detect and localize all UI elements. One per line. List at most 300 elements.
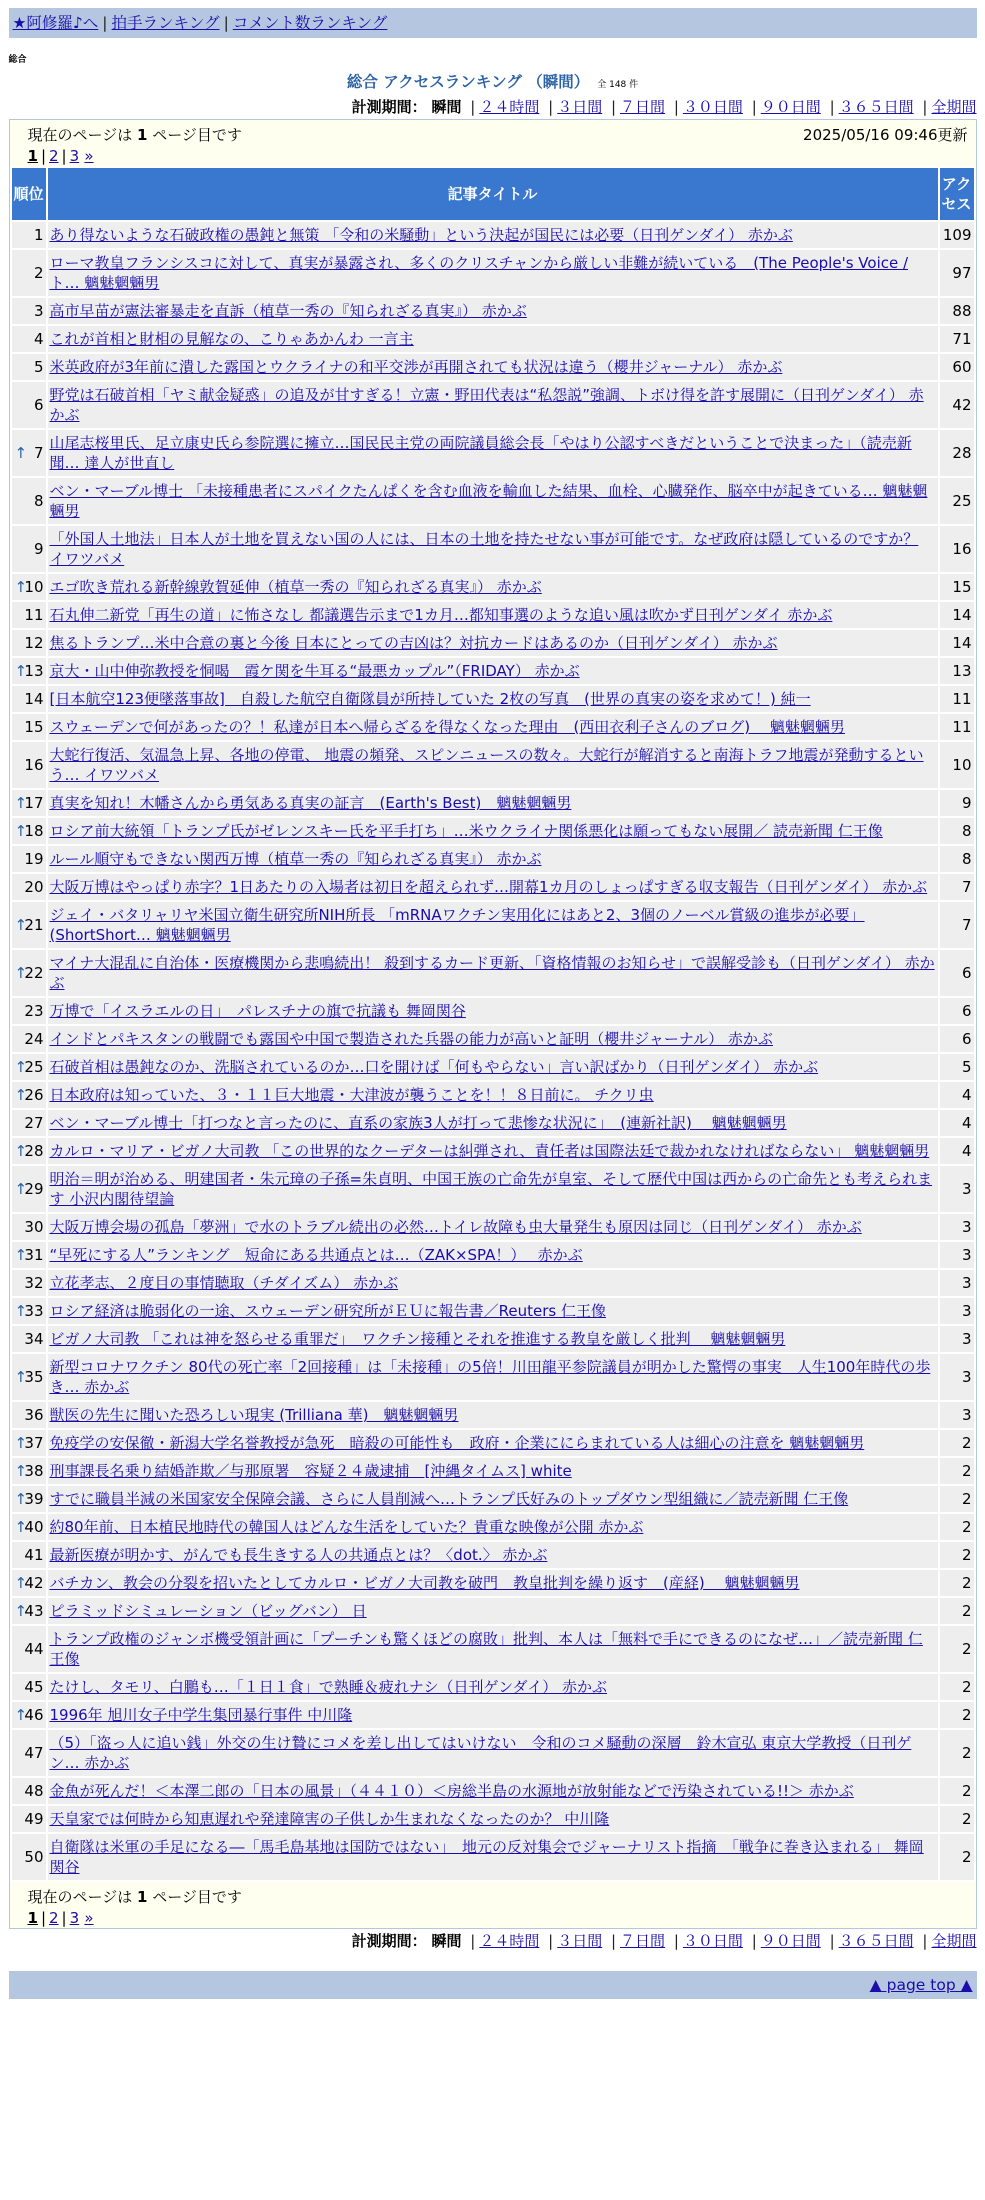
period-link-30d[interactable]: ３０日間 [682, 98, 743, 116]
title-cell [48, 1486, 938, 1512]
rank-cell [12, 1778, 46, 1804]
period-link-90d[interactable]: ９０日間 [760, 98, 821, 116]
rank-cell [12, 250, 46, 296]
table-row [12, 902, 974, 948]
table-row [12, 1542, 974, 1568]
rank-up-arrow-icon: ↑ [14, 1574, 28, 1592]
rank-up-arrow-icon: ↑ [14, 1086, 28, 1104]
table-row [12, 1270, 974, 1296]
title-cell [48, 686, 938, 712]
title-cell [48, 1430, 938, 1456]
table-header-row [12, 168, 974, 220]
access-count: 25 [940, 478, 974, 524]
header-title: 記事タイトル [48, 168, 938, 220]
article-link[interactable]: 高市早苗が憲法審暴走を直訴（植草一秀の『知られざる真実』） 赤かぶ [49, 302, 527, 320]
article-link[interactable]: ルール順守もできない関西万博（植草一秀の『知られざる真実』） 赤かぶ [49, 850, 542, 868]
rank-number: 14 [24, 690, 44, 708]
title-cell [48, 950, 938, 996]
period-current: 瞬間 [431, 98, 462, 116]
table-row [12, 382, 974, 428]
access-count: 6 [940, 998, 974, 1024]
title-cell [48, 790, 938, 816]
table-row [12, 1166, 974, 1212]
article-link[interactable]: 米英政府が3年前に潰した露国とウクライナの和平交渉が再開されても状況は違う（櫻井ジャーナル） 赤かぶ [49, 358, 783, 376]
period-selector-bottom: 計測期間： 瞬間 | ２４時間 | ３日間 | ７日間 | ３０日間 | ９０日間 | ３６５日間 | 全期間 [351, 1932, 977, 1950]
article-link[interactable]: ジェイ・バタリャリヤ米国立衛生研究所NIH所長 「mRNAワクチン実用化にはあと2、3個のノーベル賞級の進歩が必要」(ShortShort… 魑魅魍魎男 [49, 906, 865, 944]
rank-number: 13 [24, 662, 44, 680]
table-row [12, 1778, 974, 1804]
period-link-7d[interactable]: ７日間 [620, 1932, 666, 1950]
rank-number: 38 [24, 1462, 44, 1480]
access-count: 2 [940, 1430, 974, 1456]
table-row [12, 874, 974, 900]
rank-up-arrow-icon: ↑ [14, 1462, 28, 1480]
access-count: 8 [940, 818, 974, 844]
table-row [12, 1834, 974, 1880]
period-current: 瞬間 [431, 1932, 462, 1950]
rank-cell [12, 686, 46, 712]
updated-timestamp: 2025/05/16 09:46更新 [803, 126, 968, 144]
total-count: 全 148 件 [597, 80, 639, 90]
rank-number: 17 [24, 794, 44, 812]
rank-number: 10 [24, 578, 44, 596]
period-link-all[interactable]: 全期間 [931, 1932, 977, 1950]
rank-number: 27 [24, 1114, 44, 1132]
title-cell [48, 1270, 938, 1296]
table-row [12, 222, 974, 248]
rank-number: 18 [24, 822, 44, 840]
access-count: 2 [940, 1626, 974, 1672]
article-link[interactable]: （5）「盗っ人に追い銭」外交の生け贄にコメを差し出してはいけない 令和のコメ騒動の深層 鈴木宣弘 東京大学教授（日刊ゲン… 赤かぶ [49, 1734, 912, 1772]
period-link-7d[interactable]: ７日間 [620, 98, 666, 116]
rank-number: 45 [24, 1678, 44, 1696]
table-row [12, 742, 974, 788]
article-link[interactable]: 約80年前、日本植民地時代の韓国人はどんな生活をしていた？貴重な映像が公開 赤かぶ [49, 1518, 644, 1536]
period-link-90d[interactable]: ９０日間 [760, 1932, 821, 1950]
rank-cell [12, 1298, 46, 1324]
rank-up-arrow-icon: ↑ [14, 822, 28, 840]
access-count: 2 [940, 1730, 974, 1776]
rank-cell [12, 790, 46, 816]
title-cell [48, 1082, 938, 1108]
title-cell [48, 1242, 938, 1268]
table-row [12, 1138, 974, 1164]
article-link[interactable]: 立花孝志、２度目の事情聴取（チダイズム） 赤かぶ [49, 1274, 399, 1292]
article-link[interactable]: 野党は石破首相「ヤミ献金疑惑」の追及が甘すぎる！立憲・野田代表は“私怨説”強調、トボけ得を許す展開に（日刊ゲンダイ） 赤かぶ [49, 386, 924, 424]
title-cell [48, 630, 938, 656]
rank-cell [12, 714, 46, 740]
rank-up-arrow-icon: ↑ [14, 578, 28, 596]
title-cell [48, 874, 938, 900]
article-link[interactable]: [日本航空123便墜落事故] 自殺した航空自衛隊員が所持していた 2枚の写真 (世界の真実の姿を求めて！) 純一 [49, 690, 811, 708]
title-cell [48, 1674, 938, 1700]
rank-number: 26 [24, 1086, 44, 1104]
access-count: 97 [940, 250, 974, 296]
current-page-number: 1 [136, 1888, 148, 1906]
header-count: アクセス [940, 168, 974, 220]
period-link-24h[interactable]: ２４時間 [479, 98, 540, 116]
table-row [12, 950, 974, 996]
rank-number: 21 [24, 916, 44, 934]
rank-cell [12, 1806, 46, 1832]
rank-number: 6 [33, 396, 44, 414]
article-link[interactable]: すでに職員半減の米国家安全保障会議、さらに人員削減へ…トランプ氏好みのトップダウン型組織に／読売新聞 仁王像 [49, 1490, 849, 1508]
access-count: 3 [940, 1166, 974, 1212]
rank-cell [12, 1702, 46, 1728]
access-count: 13 [940, 658, 974, 684]
title-cell [48, 1514, 938, 1540]
table-row [12, 1674, 974, 1700]
access-count: 14 [940, 602, 974, 628]
rank-number: 15 [24, 718, 44, 736]
page-top-link[interactable]: ▲ page top ▲ [869, 1976, 973, 1994]
article-link[interactable]: ロシア経済は脆弱化の一途、スウェーデン研究所がＥＵに報告書／Reuters 仁王像 [49, 1302, 606, 1320]
access-count: 3 [940, 1298, 974, 1324]
access-count: 2 [940, 1514, 974, 1540]
rank-number: 46 [24, 1706, 44, 1724]
access-count: 3 [940, 1402, 974, 1428]
period-selector-top: 計測期間： 瞬間 | ２４時間 | ３日間 | ７日間 | ３０日間 | ９０日間 | ３６５日間 | 全期間 [351, 98, 977, 116]
period-link-30d[interactable]: ３０日間 [682, 1932, 743, 1950]
rank-cell [12, 998, 46, 1024]
rank-cell [12, 1514, 46, 1540]
access-count: 2 [940, 1458, 974, 1484]
access-count: 71 [940, 326, 974, 352]
rank-cell [12, 846, 46, 872]
title-cell [48, 1598, 938, 1624]
rank-number: 8 [33, 492, 44, 510]
rank-number: 1 [33, 226, 44, 244]
table-row [12, 658, 974, 684]
article-link[interactable]: 大阪万博はやっぱり赤字？1日あたりの入場者は初日を超えられず…開幕1カ月のしょっぱすぎる収支報告（日刊ゲンダイ） 赤かぶ [49, 878, 928, 896]
rank-number: 42 [24, 1574, 44, 1592]
rank-number: 32 [24, 1274, 44, 1292]
table-row [12, 250, 974, 296]
rank-number: 24 [24, 1030, 44, 1048]
article-link[interactable]: 天皇家では何時から知恵遅れや発達障害の子供しか生まれなくなったのか？ 中川隆 [49, 1810, 610, 1828]
rank-cell [12, 1270, 46, 1296]
rank-cell [12, 1138, 46, 1164]
table-row [12, 846, 974, 872]
rank-cell [12, 526, 46, 572]
title-cell [48, 574, 938, 600]
rank-number: 48 [24, 1782, 44, 1800]
rank-up-arrow-icon: ↑ [14, 1368, 28, 1386]
rank-cell [12, 1542, 46, 1568]
rank-number: 20 [24, 878, 44, 896]
article-link[interactable]: これが首相と財相の見解なの、こりゃあかんわ 一言主 [49, 330, 414, 348]
current-page-number: 1 [136, 126, 148, 144]
rank-cell [12, 326, 46, 352]
rank-number: 50 [24, 1848, 44, 1866]
rank-up-arrow-icon: ↑ [14, 916, 28, 934]
title-cell [48, 1166, 938, 1212]
article-link[interactable]: ピラミッドシミュレーション（ビッグバン） 日 [49, 1602, 367, 1620]
rank-cell [12, 1402, 46, 1428]
rank-cell [12, 818, 46, 844]
access-count: 6 [940, 950, 974, 996]
table-row [12, 998, 974, 1024]
title-cell [48, 658, 938, 684]
access-count: 10 [940, 742, 974, 788]
access-count: 14 [940, 630, 974, 656]
article-link[interactable]: 京大・山中伸弥教授を恫喝 霞ケ関を牛耳る“最悪カップル”（FRIDAY） 赤かぶ [49, 662, 580, 680]
access-count: 3 [940, 1214, 974, 1240]
rank-number: 25 [24, 1058, 44, 1076]
rank-number: 40 [24, 1518, 44, 1536]
article-link[interactable]: 自衛隊は米軍の手足になる―「馬毛島基地は国防ではない」 地元の反対集会でジャーナリスト指摘 「戦争に巻き込まれる」 舞岡関谷 [49, 1838, 924, 1876]
table-row [12, 1326, 974, 1352]
rank-number: 12 [24, 634, 44, 652]
pager-link-3[interactable]: 3 [69, 1909, 80, 1927]
rank-up-arrow-icon: ↑ [14, 662, 28, 680]
header-rank: 順位 [12, 168, 46, 220]
article-link[interactable]: 「外国人土地法」日本人が土地を買えない国の人には、日本の土地を持たせない事が可能です。なぜ政府は隠しているのですか？ イワツバメ [49, 530, 919, 568]
rank-cell [12, 382, 46, 428]
rank-number: 44 [24, 1640, 44, 1658]
article-link[interactable]: 大阪万博会場の孤島「夢洲」で水のトラブル続出の必然…トイレ故障も虫大量発生も原因は同じ（日刊ゲンダイ） 赤かぶ [49, 1218, 862, 1236]
nav-link-applause-ranking[interactable]: 拍手ランキング [111, 14, 220, 32]
article-link[interactable]: 真実を知れ！木幡さんから勇気ある真実の証言 (Earth's Best) 魑魅魍魎男 [49, 794, 572, 812]
rank-number: 16 [24, 756, 44, 774]
title-cell [48, 298, 938, 324]
page [9, 0, 977, 1999]
title-cell [48, 742, 938, 788]
article-link[interactable]: ローマ教皇フランシスコに対して、真実が暴露され、多くのクリスチャンから厳しい非難が続いている (The People's Voice / ト… 魑魅魍魎男 [49, 254, 909, 292]
rank-cell [12, 1674, 46, 1700]
rank-number: 7 [33, 444, 44, 462]
title-cell [48, 326, 938, 352]
title-cell [48, 382, 938, 428]
title-cell [48, 1054, 938, 1080]
period-link-all[interactable]: 全期間 [931, 98, 977, 116]
nav-separator: | [102, 14, 108, 32]
article-link[interactable]: インドとパキスタンの戦闘でも露国や中国で製造された兵器の能力が高いと証明（櫻井ジャーナル） 赤かぶ [49, 1030, 773, 1048]
title-cell [48, 1806, 938, 1832]
table-row [12, 354, 974, 380]
article-link[interactable]: たけし、タモリ、白鵬も…「１日１食」で熟睡＆疲れナシ（日刊ゲンダイ） 赤かぶ [49, 1678, 608, 1696]
rank-up-arrow-icon: ↑ [14, 964, 28, 982]
rank-cell [12, 950, 46, 996]
rank-up-arrow-icon: ↑ [14, 1180, 28, 1198]
rank-cell [12, 1326, 46, 1352]
article-link[interactable]: スウェーデンで何があったの？！私達が日本へ帰らざるを得なくなった理由 (西田衣利子さんのブログ) 魑魅魍魎男 [49, 718, 845, 736]
table-row [12, 1458, 974, 1484]
rank-cell [12, 874, 46, 900]
rank-number: 34 [24, 1330, 44, 1348]
article-link[interactable]: 獣医の先生に聞いた恐ろしい現実 (Trilliana 華) 魑魅魍魎男 [49, 1406, 459, 1424]
article-link[interactable]: 日本政府は知っていた、３・１１巨大地震・大津波が襲うことを！！８日前に。 チクリ虫 [49, 1086, 654, 1104]
access-count: 2 [940, 1778, 974, 1804]
period-link-365d[interactable]: ３６５日間 [838, 98, 914, 116]
article-link[interactable]: 1996年 旭川女子中学生集団暴行事件 中川隆 [49, 1706, 353, 1724]
table-row [12, 1430, 974, 1456]
rank-cell [12, 1110, 46, 1136]
nav-link-comment-ranking[interactable]: コメント数ランキング [232, 14, 388, 32]
rank-number: 41 [24, 1546, 44, 1564]
table-row [12, 1054, 974, 1080]
title-cell [48, 478, 938, 524]
title-cell [48, 1570, 938, 1596]
pager-next[interactable]: » [84, 147, 94, 165]
article-link[interactable]: マイナ大混乱に自治体・医療機関から悲鳴続出！ 殺到するカード更新、「資格情報のお知らせ」で誤解受診も（日刊ゲンダイ） 赤かぶ [49, 954, 935, 992]
rank-number: 23 [24, 1002, 44, 1020]
article-link[interactable]: 明治＝明が治める、明建国者・朱元璋の子孫=朱貞明、中国王族の亡命先が皇室、そして歴代中国は西からの亡命先とも考えられます 小沢内閣待望論 [49, 1170, 933, 1208]
rank-number: 29 [24, 1180, 44, 1198]
rank-number: 11 [24, 606, 44, 624]
pager-link-2[interactable]: 2 [49, 147, 59, 165]
article-link[interactable]: ベン・マーブル博士 「未接種患者にスパイクたんぱくを含む血液を輸血した結果、血栓、心臓発作、脳卒中が起きている… 魑魅魍魎男 [49, 482, 928, 520]
rank-number: 49 [24, 1810, 44, 1828]
rank-cell [12, 574, 46, 600]
article-link[interactable]: 万博で「イスラエルの日」 パレスチナの旗で抗議も 舞岡関谷 [49, 1002, 466, 1020]
rank-cell [12, 902, 46, 948]
ranking-rows [12, 222, 974, 1880]
rank-cell [12, 742, 46, 788]
title-cell [48, 1542, 938, 1568]
article-link[interactable]: 焦るトランプ…米中合意の裏と今後 日本にとっての吉凶は？対抗カードはあるのか（日刊ゲンダイ） 赤かぶ [49, 634, 778, 652]
pager-link-2[interactable]: 2 [49, 1909, 59, 1927]
title-cell [48, 1354, 938, 1400]
table-row [12, 818, 974, 844]
title-cell [48, 222, 938, 248]
period-link-24h[interactable]: ２４時間 [479, 1932, 540, 1950]
access-count: 11 [940, 686, 974, 712]
article-link[interactable]: ビガノ大司教 「これは神を怒らせる重罪だ」 ワクチン接種とそれを推進する教皇を厳しく批判 魑魅魍魎男 [49, 1330, 786, 1348]
title-cell [48, 1326, 938, 1352]
article-link[interactable]: ロシア前大統領「トランプ氏がゼレンスキー氏を平手打ち」…米ウクライナ関係悪化は願ってもない展開／ 読売新聞 仁王像 [49, 822, 883, 840]
rank-up-arrow-icon: ↑ [14, 1706, 28, 1724]
article-link[interactable]: 刑事課長名乗り結婚詐欺／与那原署 容疑２４歳逮捕 [沖縄タイムス] white [49, 1462, 572, 1480]
article-link[interactable]: 新型コロナワクチン 80代の死亡率「2回接種」は「未接種」の5倍！川田龍平参院議員が明かした驚愕の事実 人生100年時代の歩き… 赤かぶ [49, 1358, 931, 1396]
rank-up-arrow-icon: ↑ [14, 1058, 28, 1076]
period-link-3d[interactable]: ３日間 [557, 1932, 603, 1950]
rank-number: 30 [24, 1218, 44, 1236]
page-top-bar [9, 1971, 977, 1999]
access-count: 2 [940, 1674, 974, 1700]
title-cell [48, 1702, 938, 1728]
article-link[interactable]: 大蛇行復活、気温急上昇、各地の停電、 地震の頻発、スピンニュースの数々。大蛇行が解消すると南海トラフ地震が発動するという… イワツバメ [49, 746, 924, 784]
table-row [12, 430, 974, 476]
table-row [12, 574, 974, 600]
table-row [12, 1354, 974, 1400]
title-cell [48, 526, 938, 572]
article-link[interactable]: エゴ吹き荒れる新幹線敦賀延伸（植草一秀の『知られざる真実』） 赤かぶ [49, 578, 542, 596]
title-cell [48, 1110, 938, 1136]
access-count: 3 [940, 1326, 974, 1352]
pager-next[interactable]: » [84, 1909, 94, 1927]
access-count: 16 [940, 526, 974, 572]
title-cell [48, 1834, 938, 1880]
table-row [12, 1730, 974, 1776]
rank-up-arrow-icon: ↑ [14, 444, 28, 462]
table-row [12, 1110, 974, 1136]
article-link[interactable]: トランプ政権のジャンボ機受領計画に「プーチンも驚くほどの腐敗」批判、本人は「無料で手にできるのになぜ…」／読売新聞 仁王像 [49, 1630, 923, 1668]
pager-current: 1 [27, 1909, 38, 1927]
table-row [12, 1486, 974, 1512]
access-count: 2 [940, 1598, 974, 1624]
access-count: 4 [940, 1138, 974, 1164]
rank-number: 33 [24, 1302, 44, 1320]
table-row [12, 526, 974, 572]
period-link-365d[interactable]: ３６５日間 [838, 1932, 914, 1950]
table-row [12, 1082, 974, 1108]
article-link[interactable]: カルロ・マリア・ビガノ大司教 「この世界的なクーデターは糾弾され、責任者は国際法廷で裁かれなければならない」 魑魅魍魎男 [49, 1142, 930, 1160]
title-cell [48, 1214, 938, 1240]
table-row [12, 1298, 974, 1324]
title-cell [48, 714, 938, 740]
article-link[interactable]: あり得ないような石破政権の愚鈍と無策 「令和の米騒動」という決起が国民には必要（日刊ゲンダイ） 赤かぶ [49, 226, 793, 244]
rank-cell [12, 630, 46, 656]
access-count: 6 [940, 1026, 974, 1052]
table-row [12, 1026, 974, 1052]
rank-cell [12, 1730, 46, 1776]
article-link[interactable]: ベン・マーブル博士「打つなと言ったのに、直系の家族3人が打って悲惨な状況に」 (連新社訳) 魑魅魍魎男 [49, 1114, 787, 1132]
title-cell [48, 1778, 938, 1804]
table-row [12, 686, 974, 712]
rank-cell [12, 1570, 46, 1596]
table-row [12, 1402, 974, 1428]
top-nav-bar [9, 8, 977, 38]
rank-number: 5 [33, 358, 44, 376]
article-link[interactable]: “早死にする人”ランキング 短命にある共通点とは…（ZAK×SPA！） 赤かぶ [49, 1246, 583, 1264]
article-link[interactable]: 最新医療が明かす、がんでも長生きする人の共通点とは？〈dot.〉 赤かぶ [49, 1546, 548, 1564]
access-count: 88 [940, 298, 974, 324]
access-count: 2 [940, 1834, 974, 1880]
article-link[interactable]: 石丸伸二新党「再生の道」に怖さなし 都議選告示まで1カ月…都知事選のような追い風は吹かず日刊ゲンダイ 赤かぶ [49, 606, 833, 624]
title-cell [48, 1730, 938, 1776]
article-link[interactable]: 金魚が死んだ！＜本澤二郎の「日本の風景」（４４１０）＜房総半島の水源地が放射能などで汚染されている!!＞ 赤かぶ [49, 1782, 854, 1800]
table-row [12, 630, 974, 656]
period-label: 計測期間： [351, 98, 427, 116]
table-row [12, 714, 974, 740]
table-row [12, 298, 974, 324]
title-cell [48, 250, 938, 296]
pager-current: 1 [27, 147, 38, 165]
article-link[interactable]: バチカン、教会の分裂を招いたとしてカルロ・ビガノ大司教を破門 教皇批判を繰り返す (産経) 魑魅魍魎男 [49, 1574, 800, 1592]
rank-cell [12, 1598, 46, 1624]
article-link[interactable]: 免疫学の安保徹・新潟大学名誉教授が急死 暗殺の可能性も 政府・企業ににらまれている人は細心の注意を 魑魅魍魎男 [49, 1434, 865, 1452]
rank-cell [12, 1082, 46, 1108]
table-row [12, 1806, 974, 1832]
access-count: 4 [940, 1082, 974, 1108]
period-label: 計測期間： [351, 1932, 427, 1950]
title-cell [48, 902, 938, 948]
access-count: 8 [940, 846, 974, 872]
rank-number: 4 [33, 330, 44, 348]
rank-up-arrow-icon: ↑ [14, 1302, 28, 1320]
rank-number: 36 [24, 1406, 44, 1424]
access-count: 4 [940, 1110, 974, 1136]
nav-link-asyura[interactable]: ★阿修羅♪へ [12, 14, 99, 32]
rank-cell [12, 1214, 46, 1240]
access-count: 3 [940, 1270, 974, 1296]
article-link[interactable]: 山尾志桜里氏、足立康史氏ら参院選に擁立…国民民主党の両院議員総会長「やはり公認すべきだということで決まった」（読売新聞… 達人が世直し [49, 434, 912, 472]
pager-link-3[interactable]: 3 [69, 147, 80, 165]
period-link-3d[interactable]: ３日間 [557, 98, 603, 116]
access-count: 2 [940, 1702, 974, 1728]
nav-separator: | [223, 14, 229, 32]
rank-cell [12, 222, 46, 248]
site-tag: 総合 [8, 55, 27, 65]
title-cell [48, 1298, 938, 1324]
title-cell [48, 818, 938, 844]
rank-cell [12, 1834, 46, 1880]
article-link[interactable]: 石破首相は愚鈍なのか、洗脳されているのか…口を開けば「何もやらない」言い訳ばかり（日刊ゲンダイ） 赤かぶ [49, 1058, 819, 1076]
rank-cell [12, 658, 46, 684]
rank-number: 9 [33, 540, 44, 558]
access-count: 3 [940, 1242, 974, 1268]
